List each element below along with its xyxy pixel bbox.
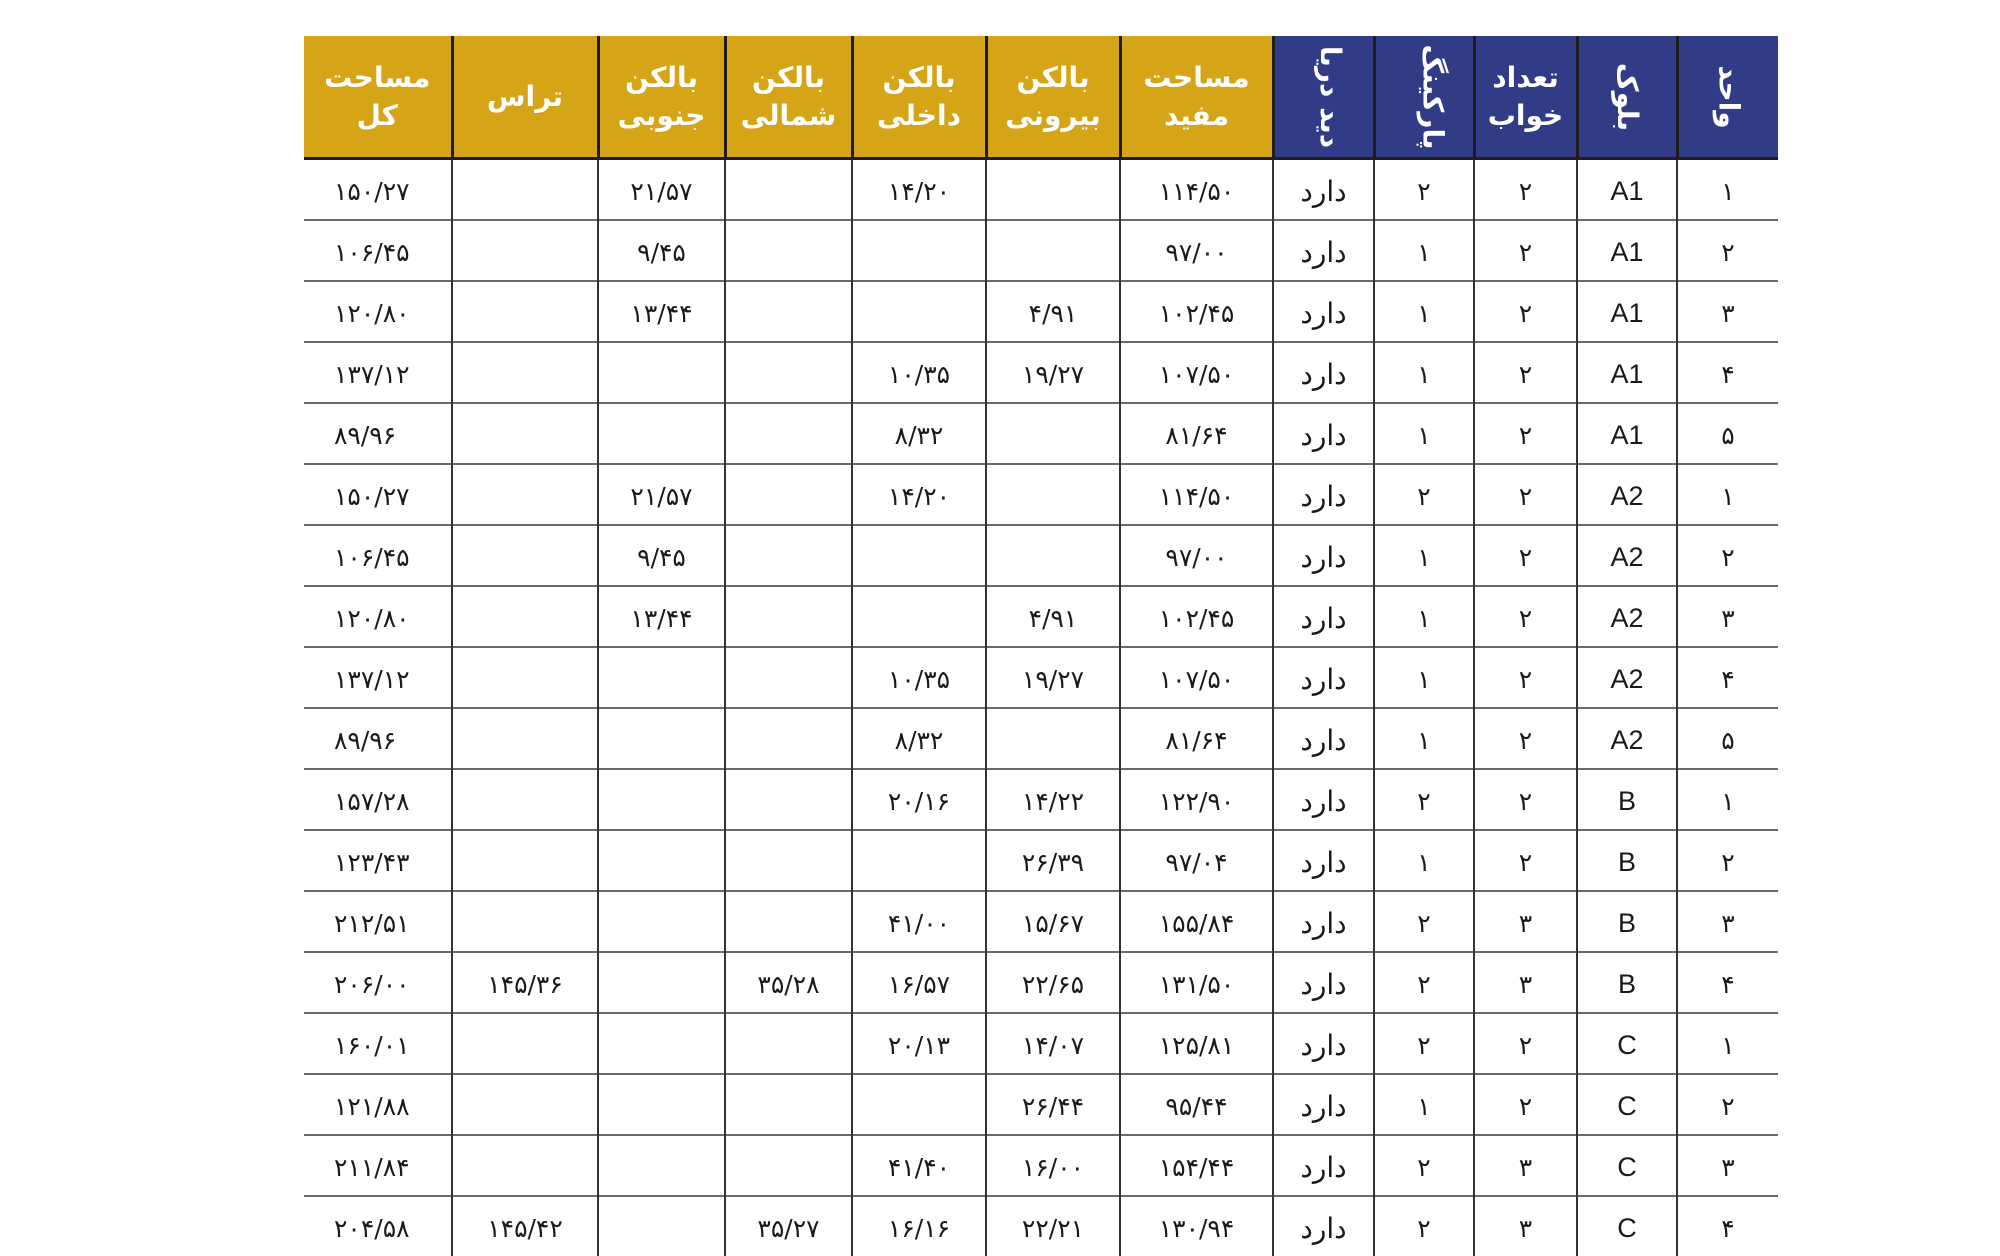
cell-sea-view: دارد	[1273, 1135, 1374, 1196]
cell-south-balcony: ۱۳/۴۴	[598, 586, 725, 647]
cell-parking: ۲	[1374, 1135, 1474, 1196]
cell-sea-view: دارد	[1273, 342, 1374, 403]
table-row	[304, 1013, 1778, 1074]
column-header-label: بالکن بیرونی	[998, 59, 1108, 135]
cell-useful-area: ۱۲۵/۸۱	[1120, 1013, 1273, 1074]
cell-unit: ۴	[1677, 342, 1778, 403]
table-row	[304, 525, 1778, 586]
table-row	[304, 1074, 1778, 1135]
cell-parking: ۲	[1374, 159, 1474, 221]
cell-sea-view: دارد	[1273, 1074, 1374, 1135]
cell-block: B	[1577, 830, 1677, 891]
table-body	[304, 159, 1778, 1256]
column-header-terrace	[452, 36, 598, 159]
cell-north-balcony	[725, 1074, 852, 1135]
cell-parking: ۱	[1374, 525, 1474, 586]
cell-useful-area: ۱۰۷/۵۰	[1120, 342, 1273, 403]
cell-outer-balcony	[986, 403, 1120, 464]
cell-south-balcony	[598, 1074, 725, 1135]
cell-parking: ۲	[1374, 464, 1474, 525]
cell-block: C	[1577, 1074, 1677, 1135]
cell-terrace	[452, 464, 598, 525]
cell-south-balcony: ۲۱/۵۷	[598, 159, 725, 221]
cell-bedrooms: ۲	[1474, 769, 1577, 830]
cell-bedrooms: ۲	[1474, 220, 1577, 281]
cell-block: A2	[1577, 464, 1677, 525]
cell-south-balcony	[598, 952, 725, 1013]
cell-parking: ۱	[1374, 220, 1474, 281]
table-row	[304, 891, 1778, 952]
cell-bedrooms: ۲	[1474, 830, 1577, 891]
cell-useful-area: ۱۵۴/۴۴	[1120, 1135, 1273, 1196]
cell-parking: ۱	[1374, 403, 1474, 464]
cell-parking: ۱	[1374, 708, 1474, 769]
cell-block: A2	[1577, 708, 1677, 769]
cell-total-area: ۱۵۷/۲۸	[304, 769, 452, 830]
cell-unit: ۴	[1677, 1196, 1778, 1256]
cell-useful-area: ۱۱۴/۵۰	[1120, 159, 1273, 221]
cell-useful-area: ۹۷/۰۰	[1120, 220, 1273, 281]
cell-inner-balcony: ۲۰/۱۳	[852, 1013, 986, 1074]
cell-sea-view: دارد	[1273, 586, 1374, 647]
cell-bedrooms: ۲	[1474, 403, 1577, 464]
cell-terrace	[452, 1074, 598, 1135]
cell-south-balcony	[598, 1196, 725, 1256]
cell-useful-area: ۱۰۲/۴۵	[1120, 586, 1273, 647]
cell-total-area: ۱۲۰/۸۰	[304, 281, 452, 342]
cell-block: B	[1577, 952, 1677, 1013]
cell-north-balcony	[725, 403, 852, 464]
cell-useful-area: ۱۳۱/۵۰	[1120, 952, 1273, 1013]
cell-north-balcony	[725, 647, 852, 708]
cell-bedrooms: ۲	[1474, 647, 1577, 708]
column-header-useful-area	[1120, 36, 1273, 159]
cell-parking: ۱	[1374, 342, 1474, 403]
cell-outer-balcony: ۲۲/۶۵	[986, 952, 1120, 1013]
cell-block: C	[1577, 1135, 1677, 1196]
cell-total-area: ۱۲۳/۴۳	[304, 830, 452, 891]
cell-terrace	[452, 403, 598, 464]
cell-bedrooms: ۲	[1474, 586, 1577, 647]
cell-unit: ۱	[1677, 1013, 1778, 1074]
cell-block: A2	[1577, 525, 1677, 586]
table-row	[304, 464, 1778, 525]
column-header-label: بالکن داخلی	[864, 59, 974, 135]
cell-outer-balcony	[986, 464, 1120, 525]
cell-sea-view: دارد	[1273, 1013, 1374, 1074]
cell-useful-area: ۱۵۵/۸۴	[1120, 891, 1273, 952]
cell-bedrooms: ۲	[1474, 342, 1577, 403]
cell-south-balcony: ۹/۴۵	[598, 220, 725, 281]
column-header-label: پارکینگ	[1413, 44, 1451, 149]
table-row	[304, 708, 1778, 769]
cell-unit: ۳	[1677, 1135, 1778, 1196]
cell-parking: ۲	[1374, 891, 1474, 952]
cell-block: A1	[1577, 159, 1677, 221]
cell-inner-balcony: ۱۶/۱۶	[852, 1196, 986, 1256]
cell-total-area: ۱۶۰/۰۱	[304, 1013, 452, 1074]
cell-south-balcony: ۱۳/۴۴	[598, 281, 725, 342]
cell-terrace	[452, 525, 598, 586]
cell-south-balcony	[598, 708, 725, 769]
cell-bedrooms: ۳	[1474, 952, 1577, 1013]
column-header-label: واحد	[1709, 65, 1747, 128]
cell-unit: ۲	[1677, 830, 1778, 891]
cell-total-area: ۱۵۰/۲۷	[304, 159, 452, 221]
cell-block: A2	[1577, 586, 1677, 647]
cell-terrace	[452, 220, 598, 281]
cell-sea-view: دارد	[1273, 464, 1374, 525]
cell-outer-balcony	[986, 220, 1120, 281]
column-header-north-balcony	[725, 36, 852, 159]
cell-bedrooms: ۲	[1474, 525, 1577, 586]
cell-unit: ۲	[1677, 220, 1778, 281]
cell-outer-balcony: ۱۹/۲۷	[986, 647, 1120, 708]
header-row	[304, 36, 1778, 159]
cell-outer-balcony	[986, 159, 1120, 221]
cell-total-area: ۱۰۶/۴۵	[304, 525, 452, 586]
cell-parking: ۲	[1374, 1013, 1474, 1074]
cell-useful-area: ۱۳۰/۹۴	[1120, 1196, 1273, 1256]
cell-north-balcony	[725, 891, 852, 952]
column-header-label: تعداد خواب	[1486, 59, 1566, 135]
table-row	[304, 159, 1778, 221]
cell-unit: ۱	[1677, 464, 1778, 525]
cell-parking: ۱	[1374, 1074, 1474, 1135]
cell-useful-area: ۱۱۴/۵۰	[1120, 464, 1273, 525]
cell-sea-view: دارد	[1273, 1196, 1374, 1256]
cell-bedrooms: ۲	[1474, 159, 1577, 221]
cell-terrace	[452, 159, 598, 221]
cell-inner-balcony: ۲۰/۱۶	[852, 769, 986, 830]
table-row	[304, 342, 1778, 403]
cell-unit: ۳	[1677, 281, 1778, 342]
cell-total-area: ۱۰۶/۴۵	[304, 220, 452, 281]
table-row	[304, 952, 1778, 1013]
cell-north-balcony	[725, 708, 852, 769]
cell-north-balcony	[725, 342, 852, 403]
cell-south-balcony	[598, 830, 725, 891]
cell-south-balcony	[598, 1013, 725, 1074]
table-row	[304, 1196, 1778, 1256]
cell-total-area: ۱۳۷/۱۲	[304, 647, 452, 708]
cell-inner-balcony	[852, 220, 986, 281]
cell-parking: ۲	[1374, 952, 1474, 1013]
column-header-block	[1577, 36, 1677, 159]
cell-parking: ۱	[1374, 830, 1474, 891]
column-header-south-balcony	[598, 36, 725, 159]
column-header-sea-view	[1273, 36, 1374, 159]
cell-sea-view: دارد	[1273, 769, 1374, 830]
table-row	[304, 586, 1778, 647]
cell-total-area: ۱۳۷/۱۲	[304, 342, 452, 403]
column-header-total-area	[304, 36, 452, 159]
cell-terrace: ۱۴۵/۴۲	[452, 1196, 598, 1256]
cell-north-balcony: ۳۵/۲۷	[725, 1196, 852, 1256]
cell-inner-balcony	[852, 830, 986, 891]
cell-useful-area: ۸۱/۶۴	[1120, 708, 1273, 769]
cell-total-area: ۸۹/۹۶	[304, 403, 452, 464]
cell-outer-balcony: ۱۵/۶۷	[986, 891, 1120, 952]
cell-north-balcony	[725, 525, 852, 586]
cell-south-balcony	[598, 891, 725, 952]
cell-north-balcony	[725, 159, 852, 221]
table-row	[304, 1135, 1778, 1196]
cell-parking: ۱	[1374, 647, 1474, 708]
cell-unit: ۵	[1677, 708, 1778, 769]
cell-north-balcony: ۳۵/۲۸	[725, 952, 852, 1013]
cell-south-balcony	[598, 769, 725, 830]
table-row	[304, 220, 1778, 281]
cell-parking: ۲	[1374, 1196, 1474, 1256]
column-header-label: بلوک	[1608, 62, 1646, 130]
cell-useful-area: ۹۷/۰۴	[1120, 830, 1273, 891]
cell-terrace	[452, 708, 598, 769]
cell-total-area: ۱۵۰/۲۷	[304, 464, 452, 525]
cell-unit: ۵	[1677, 403, 1778, 464]
cell-bedrooms: ۲	[1474, 464, 1577, 525]
cell-total-area: ۲۰۶/۰۰	[304, 952, 452, 1013]
cell-inner-balcony: ۱۴/۲۰	[852, 464, 986, 525]
cell-inner-balcony: ۱۰/۳۵	[852, 342, 986, 403]
column-header-label: مساحت مفید	[1142, 59, 1252, 135]
table-row	[304, 769, 1778, 830]
cell-bedrooms: ۲	[1474, 1074, 1577, 1135]
cell-outer-balcony	[986, 708, 1120, 769]
cell-south-balcony: ۲۱/۵۷	[598, 464, 725, 525]
cell-parking: ۲	[1374, 769, 1474, 830]
cell-outer-balcony: ۴/۹۱	[986, 281, 1120, 342]
cell-terrace	[452, 1135, 598, 1196]
cell-outer-balcony: ۴/۹۱	[986, 586, 1120, 647]
cell-outer-balcony: ۱۴/۲۲	[986, 769, 1120, 830]
cell-sea-view: دارد	[1273, 708, 1374, 769]
cell-terrace	[452, 342, 598, 403]
cell-total-area: ۲۱۱/۸۴	[304, 1135, 452, 1196]
cell-outer-balcony: ۱۶/۰۰	[986, 1135, 1120, 1196]
cell-outer-balcony: ۲۶/۳۹	[986, 830, 1120, 891]
cell-sea-view: دارد	[1273, 525, 1374, 586]
cell-outer-balcony: ۲۲/۲۱	[986, 1196, 1120, 1256]
cell-total-area: ۲۰۴/۵۸	[304, 1196, 452, 1256]
cell-total-area: ۲۱۲/۵۱	[304, 891, 452, 952]
cell-inner-balcony: ۱۴/۲۰	[852, 159, 986, 221]
column-header-label: مساحت کل	[322, 59, 432, 135]
cell-inner-balcony	[852, 525, 986, 586]
table-row	[304, 830, 1778, 891]
cell-inner-balcony: ۱۰/۳۵	[852, 647, 986, 708]
cell-useful-area: ۱۰۷/۵۰	[1120, 647, 1273, 708]
cell-inner-balcony: ۴۱/۰۰	[852, 891, 986, 952]
cell-south-balcony	[598, 647, 725, 708]
cell-block: C	[1577, 1013, 1677, 1074]
cell-inner-balcony	[852, 1074, 986, 1135]
cell-sea-view: دارد	[1273, 403, 1374, 464]
cell-unit: ۱	[1677, 769, 1778, 830]
cell-south-balcony	[598, 403, 725, 464]
cell-outer-balcony: ۲۶/۴۴	[986, 1074, 1120, 1135]
cell-block: A1	[1577, 403, 1677, 464]
cell-outer-balcony: ۱۹/۲۷	[986, 342, 1120, 403]
cell-inner-balcony: ۱۶/۵۷	[852, 952, 986, 1013]
cell-block: A1	[1577, 281, 1677, 342]
cell-bedrooms: ۲	[1474, 1013, 1577, 1074]
cell-useful-area: ۸۱/۶۴	[1120, 403, 1273, 464]
cell-south-balcony	[598, 342, 725, 403]
column-header-bedrooms	[1474, 36, 1577, 159]
cell-sea-view: دارد	[1273, 281, 1374, 342]
column-header-label: دید دریا	[1311, 45, 1349, 147]
cell-unit: ۲	[1677, 525, 1778, 586]
cell-sea-view: دارد	[1273, 647, 1374, 708]
cell-block: A1	[1577, 220, 1677, 281]
cell-outer-balcony: ۱۴/۰۷	[986, 1013, 1120, 1074]
cell-outer-balcony	[986, 525, 1120, 586]
cell-block: A2	[1577, 647, 1677, 708]
cell-terrace	[452, 586, 598, 647]
cell-total-area: ۱۲۰/۸۰	[304, 586, 452, 647]
cell-north-balcony	[725, 1135, 852, 1196]
cell-block: A1	[1577, 342, 1677, 403]
cell-north-balcony	[725, 769, 852, 830]
cell-sea-view: دارد	[1273, 952, 1374, 1013]
cell-unit: ۳	[1677, 586, 1778, 647]
cell-terrace	[452, 891, 598, 952]
column-header-label: بالکن شمالی	[734, 59, 844, 135]
cell-terrace	[452, 281, 598, 342]
cell-bedrooms: ۲	[1474, 281, 1577, 342]
cell-block: B	[1577, 891, 1677, 952]
cell-inner-balcony: ۸/۳۲	[852, 403, 986, 464]
cell-north-balcony	[725, 464, 852, 525]
cell-parking: ۱	[1374, 586, 1474, 647]
cell-north-balcony	[725, 586, 852, 647]
cell-parking: ۱	[1374, 281, 1474, 342]
column-header-outer-balcony	[986, 36, 1120, 159]
cell-useful-area: ۱۲۲/۹۰	[1120, 769, 1273, 830]
column-header-unit	[1677, 36, 1778, 159]
cell-unit: ۴	[1677, 647, 1778, 708]
cell-total-area: ۱۲۱/۸۸	[304, 1074, 452, 1135]
column-header-parking	[1374, 36, 1474, 159]
table-row	[304, 647, 1778, 708]
cell-useful-area: ۹۵/۴۴	[1120, 1074, 1273, 1135]
cell-unit: ۲	[1677, 1074, 1778, 1135]
cell-north-balcony	[725, 830, 852, 891]
cell-unit: ۱	[1677, 159, 1778, 221]
cell-useful-area: ۱۰۲/۴۵	[1120, 281, 1273, 342]
cell-north-balcony	[725, 1013, 852, 1074]
cell-block: C	[1577, 1196, 1677, 1256]
cell-terrace: ۱۴۵/۳۶	[452, 952, 598, 1013]
cell-sea-view: دارد	[1273, 830, 1374, 891]
cell-total-area: ۸۹/۹۶	[304, 708, 452, 769]
cell-sea-view: دارد	[1273, 159, 1374, 221]
column-header-label: تراس	[470, 78, 580, 116]
cell-unit: ۴	[1677, 952, 1778, 1013]
cell-terrace	[452, 769, 598, 830]
cell-terrace	[452, 1013, 598, 1074]
cell-bedrooms: ۳	[1474, 1135, 1577, 1196]
table-row	[304, 403, 1778, 464]
cell-useful-area: ۹۷/۰۰	[1120, 525, 1273, 586]
column-header-inner-balcony	[852, 36, 986, 159]
cell-unit: ۳	[1677, 891, 1778, 952]
cell-sea-view: دارد	[1273, 220, 1374, 281]
table-row	[304, 281, 1778, 342]
cell-bedrooms: ۳	[1474, 891, 1577, 952]
cell-inner-balcony	[852, 281, 986, 342]
units-table	[304, 36, 1778, 1256]
cell-bedrooms: ۳	[1474, 1196, 1577, 1256]
cell-south-balcony: ۹/۴۵	[598, 525, 725, 586]
cell-bedrooms: ۲	[1474, 708, 1577, 769]
cell-sea-view: دارد	[1273, 891, 1374, 952]
cell-south-balcony	[598, 1135, 725, 1196]
cell-north-balcony	[725, 281, 852, 342]
units-table-container	[304, 36, 1778, 1256]
cell-inner-balcony	[852, 586, 986, 647]
cell-block: B	[1577, 769, 1677, 830]
cell-inner-balcony: ۴۱/۴۰	[852, 1135, 986, 1196]
column-header-label: بالکن جنوبی	[607, 59, 717, 135]
cell-terrace	[452, 647, 598, 708]
cell-terrace	[452, 830, 598, 891]
cell-north-balcony	[725, 220, 852, 281]
cell-inner-balcony: ۸/۳۲	[852, 708, 986, 769]
